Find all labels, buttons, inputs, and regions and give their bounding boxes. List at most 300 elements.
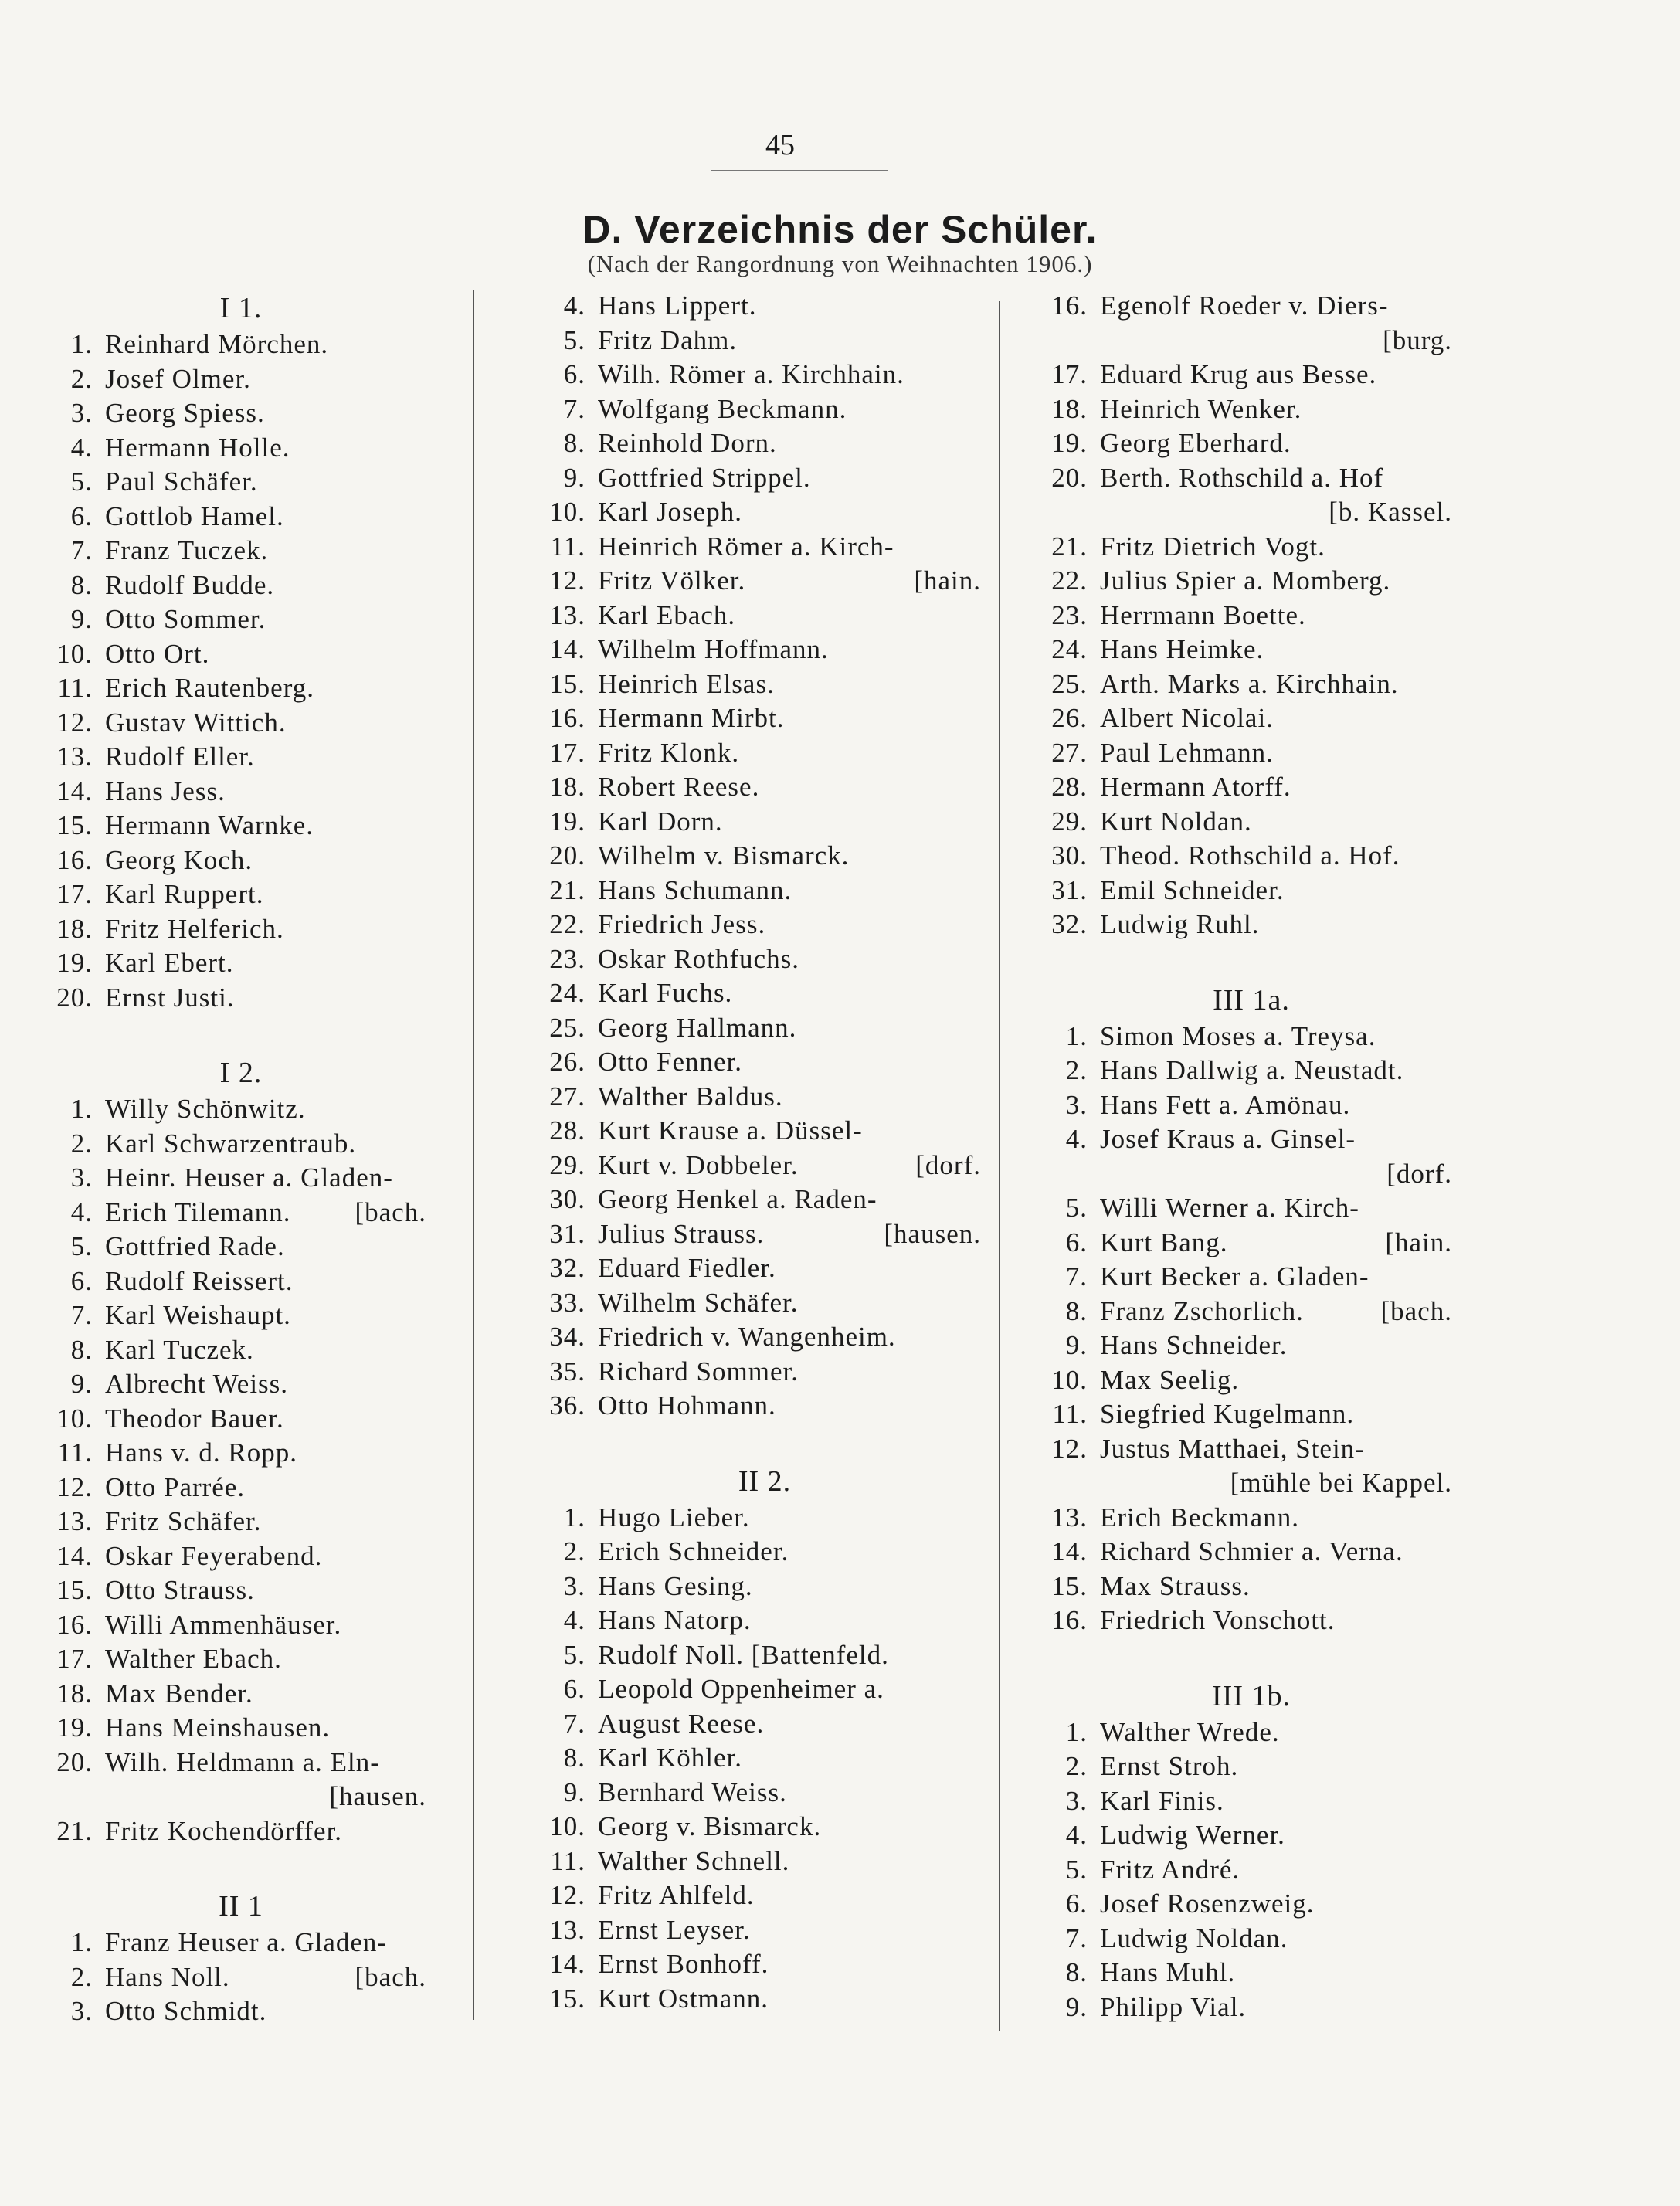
student-entry xyxy=(525,1080,1004,1115)
rank-number: 2. xyxy=(1065,1055,1088,1085)
student-entry xyxy=(525,736,1004,771)
student-name: Hans Schumann. xyxy=(598,874,792,905)
class-heading: III 1a. xyxy=(1213,983,1290,1016)
column-2 xyxy=(525,289,1004,2016)
page-number: 45 xyxy=(765,129,795,161)
rank-number: 1. xyxy=(70,1927,93,1957)
student-name: Georg Koch. xyxy=(105,844,253,875)
rank-number: 10. xyxy=(549,1811,585,1841)
rank-number: 15. xyxy=(549,668,585,699)
rank-number: 33. xyxy=(549,1287,585,1318)
student-entry xyxy=(525,461,1004,496)
student-name: Kurt Ostmann. xyxy=(598,1983,769,2014)
rank-number: 8. xyxy=(563,1743,585,1773)
student-entry xyxy=(32,1196,450,1230)
student-entry xyxy=(1027,633,1475,667)
student-entry xyxy=(525,1320,1004,1355)
student-entry xyxy=(32,843,450,878)
student-name: Ludwig Werner. xyxy=(1100,1820,1285,1850)
student-entry xyxy=(525,599,1004,633)
student-name: Erich Beckmann. xyxy=(1100,1502,1299,1532)
student-entry xyxy=(525,324,1004,358)
rank-number: 29. xyxy=(1051,806,1088,837)
rank-number: 9. xyxy=(563,462,585,493)
student-name: Richard Sommer. xyxy=(598,1356,799,1386)
student-name: Karl Ruppert. xyxy=(105,879,264,909)
student-name: Wilh. Römer a. Kirchhain. xyxy=(598,359,904,389)
student-name: Ernst Justi. xyxy=(105,982,235,1013)
rank-number: 14. xyxy=(1051,1536,1088,1566)
student-name: Otto Ort. xyxy=(105,638,210,669)
rank-number: 3. xyxy=(70,1996,93,2026)
rank-number: 13. xyxy=(56,742,93,772)
student-entry xyxy=(32,396,450,431)
student-name: Walther Wrede. xyxy=(1100,1716,1280,1747)
student-entry xyxy=(525,1672,1004,1707)
rank-number: 6. xyxy=(563,359,585,389)
rank-number: 9. xyxy=(563,1777,585,1807)
student-name: Ludwig Ruhl. xyxy=(1100,909,1260,939)
student-entry xyxy=(32,1814,450,1849)
student-entry xyxy=(32,1161,450,1196)
student-entry xyxy=(32,1333,450,1368)
student-entry xyxy=(1027,1054,1475,1088)
student-name: Hans Lippert. xyxy=(598,290,757,321)
student-entry xyxy=(32,775,450,809)
rank-number: 27. xyxy=(549,1081,585,1111)
student-entry xyxy=(32,1402,450,1437)
rank-number: 13. xyxy=(549,599,585,630)
student-name: Kurt Noldan. xyxy=(1100,806,1252,837)
rank-number: 17. xyxy=(56,879,93,909)
student-entry xyxy=(525,908,1004,942)
student-entry xyxy=(32,671,450,706)
student-entry xyxy=(1027,1329,1475,1363)
student-entry xyxy=(1027,1750,1475,1784)
student-name: Justus Matthaei, Stein- xyxy=(1100,1433,1365,1464)
student-name: Franz Zschorlich. xyxy=(1100,1295,1304,1326)
student-entry xyxy=(1027,1226,1475,1261)
rank-number: 20. xyxy=(1051,462,1088,493)
student-entry xyxy=(1027,1604,1475,1638)
student-name: Georg Hallmann. xyxy=(598,1012,797,1043)
student-name: Fritz Schäfer. xyxy=(105,1506,262,1536)
student-name: Georg v. Bismarck. xyxy=(598,1811,822,1841)
student-entry xyxy=(525,874,1004,908)
student-name: Hermann Warnke. xyxy=(105,810,314,840)
student-name: Karl Joseph. xyxy=(598,497,742,527)
student-name: Hans Noll. xyxy=(105,1961,230,1992)
rank-number: 36. xyxy=(549,1390,585,1420)
student-entry xyxy=(525,1389,1004,1424)
student-name: Berth. Rothschild a. Hof xyxy=(1100,462,1384,493)
rank-number: 12. xyxy=(56,1471,93,1502)
student-entry xyxy=(1027,770,1475,805)
student-entry xyxy=(525,942,1004,977)
student-name: Kurt v. Dobbeler. xyxy=(598,1149,799,1180)
rank-number: 7. xyxy=(1065,1261,1088,1291)
student-entry xyxy=(32,1505,450,1539)
student-name: Hans Muhl. xyxy=(1100,1957,1236,1987)
rank-number: 6. xyxy=(70,501,93,531)
hyphen-continuation: [bach. xyxy=(355,1196,426,1227)
continuation-line: [mühle bei Kappel. xyxy=(1230,1468,1452,1498)
rank-number: 17. xyxy=(549,737,585,768)
rank-number: 13. xyxy=(56,1506,93,1536)
student-name: Philipp Vial. xyxy=(1100,1991,1247,2022)
student-entry xyxy=(1027,1853,1475,1888)
rank-number: 12. xyxy=(549,1880,585,1910)
student-name: Hans Gesing. xyxy=(598,1570,753,1601)
student-entry xyxy=(1027,1363,1475,1398)
student-entry xyxy=(1027,1535,1475,1570)
student-entry xyxy=(525,1501,1004,1536)
hyphen-continuation: [bach. xyxy=(1380,1295,1452,1326)
rank-number: 30. xyxy=(1051,840,1088,871)
rank-number: 14. xyxy=(549,634,585,664)
student-name: Ernst Bonhoff. xyxy=(598,1949,769,1979)
student-name: Josef Rosenzweig. xyxy=(1100,1889,1315,1919)
student-entry xyxy=(1027,874,1475,908)
student-entry xyxy=(525,1638,1004,1673)
rank-number: 15. xyxy=(56,810,93,840)
rank-number: 15. xyxy=(1051,1570,1088,1601)
rank-number: 3. xyxy=(563,1570,585,1601)
rank-number: 7. xyxy=(1065,1923,1088,1953)
student-entry xyxy=(1027,461,1475,496)
rank-number: 1. xyxy=(70,329,93,359)
rank-number: 32. xyxy=(549,1253,585,1283)
rank-number: 14. xyxy=(549,1949,585,1979)
student-entry xyxy=(32,568,450,603)
student-name: Fritz André. xyxy=(1100,1854,1240,1885)
rank-number: 7. xyxy=(563,393,585,424)
student-entry xyxy=(32,1677,450,1712)
rank-number: 6. xyxy=(1065,1889,1088,1919)
student-entry xyxy=(525,358,1004,392)
student-name: Franz Tuczek. xyxy=(105,535,269,565)
rank-number: 17. xyxy=(56,1644,93,1674)
continuation-line: [b. Kassel. xyxy=(1329,497,1452,527)
rank-number: 24. xyxy=(1051,634,1088,664)
student-name: Fritz Ahlfeld. xyxy=(598,1880,755,1910)
rank-number: 15. xyxy=(549,1983,585,2014)
rank-number: 20. xyxy=(56,982,93,1013)
rank-number: 23. xyxy=(549,943,585,974)
student-entry xyxy=(525,289,1004,324)
student-entry xyxy=(525,1776,1004,1811)
student-entry xyxy=(525,1741,1004,1776)
student-name: Fritz Völker. xyxy=(598,565,746,596)
student-entry xyxy=(32,500,450,535)
student-entry xyxy=(1027,1570,1475,1604)
rank-number: 21. xyxy=(549,874,585,905)
rank-number: 10. xyxy=(549,497,585,527)
student-entry xyxy=(1027,805,1475,840)
student-name: Max Bender. xyxy=(105,1678,253,1709)
rank-number: 26. xyxy=(1051,703,1088,733)
page-number-rule xyxy=(711,170,888,171)
student-name: Rudolf Noll. [Battenfeld. xyxy=(598,1639,889,1670)
student-name: Karl Ebach. xyxy=(598,599,736,630)
student-entry xyxy=(32,1608,450,1643)
student-entry xyxy=(525,495,1004,530)
page-subtitle: (Nach der Rangordnung von Weihnachten 1906.) xyxy=(587,250,1093,277)
rank-number: 4. xyxy=(563,1605,585,1635)
rank-number: 9. xyxy=(1065,1991,1088,2022)
student-entry xyxy=(525,770,1004,805)
rank-number: 2. xyxy=(70,363,93,394)
student-entry xyxy=(1027,1716,1475,1750)
student-entry xyxy=(525,976,1004,1011)
student-name: Ernst Stroh. xyxy=(1100,1751,1239,1781)
rank-number: 18. xyxy=(56,913,93,944)
rank-number: 13. xyxy=(1051,1502,1088,1532)
student-entry xyxy=(32,1092,450,1127)
rank-number: 2. xyxy=(563,1536,585,1566)
student-entry xyxy=(32,981,450,1016)
student-name: Karl Schwarzentraub. xyxy=(105,1128,357,1159)
rank-number: 5. xyxy=(70,467,93,497)
student-name: Kurt Becker a. Gladen- xyxy=(1100,1261,1369,1291)
student-name: Josef Olmer. xyxy=(105,363,251,394)
student-name: Heinrich Römer a. Kirch- xyxy=(598,531,894,562)
student-name: Walther Baldus. xyxy=(598,1081,783,1111)
student-entry xyxy=(1027,358,1475,392)
student-name: Heinr. Heuser a. Gladen- xyxy=(105,1162,393,1193)
student-name: Georg Spiess. xyxy=(105,398,265,428)
rank-number: 4. xyxy=(70,1196,93,1227)
student-entry xyxy=(525,1570,1004,1604)
rank-number: 9. xyxy=(70,604,93,634)
rank-number: 14. xyxy=(56,775,93,806)
page-title: D. Verzeichnis der Schüler. xyxy=(582,208,1098,251)
rank-number: 10. xyxy=(1051,1364,1088,1395)
student-name: Wilh. Heldmann a. Eln- xyxy=(105,1746,380,1777)
student-name: Paul Schäfer. xyxy=(105,467,258,497)
rank-number: 22. xyxy=(1051,565,1088,596)
student-entry xyxy=(32,1711,450,1746)
student-name: Friedrich Jess. xyxy=(598,909,766,939)
student-name: Erich Tilemann. xyxy=(105,1196,291,1227)
student-entry xyxy=(1027,1784,1475,1819)
rank-number: 8. xyxy=(1065,1957,1088,1987)
student-name: Georg Henkel a. Raden- xyxy=(598,1184,877,1214)
student-name: Walther Schnell. xyxy=(598,1845,790,1876)
rank-number: 3. xyxy=(1065,1089,1088,1120)
student-entry xyxy=(1027,1956,1475,1990)
rank-number: 5. xyxy=(1065,1193,1088,1223)
rank-number: 31. xyxy=(1051,874,1088,905)
student-name: Fritz Dietrich Vogt. xyxy=(1100,531,1325,562)
student-entry xyxy=(525,1604,1004,1638)
student-name: Karl Tuczek. xyxy=(105,1334,254,1365)
continuation-line: [burg. xyxy=(1383,324,1452,355)
student-name: Fritz Klonk. xyxy=(598,737,740,768)
rank-number: 8. xyxy=(1065,1295,1088,1326)
student-name: Hans Schneider. xyxy=(1100,1330,1288,1360)
student-name: Hugo Lieber. xyxy=(598,1502,750,1532)
student-name: Theodor Bauer. xyxy=(105,1403,284,1434)
rank-number: 4. xyxy=(563,290,585,321)
rank-number: 20. xyxy=(56,1746,93,1777)
student-name: Herrmann Boette. xyxy=(1100,599,1306,630)
student-name: Willi Werner a. Kirch- xyxy=(1100,1193,1359,1223)
student-name: Fritz Helferich. xyxy=(105,913,284,944)
student-name: Gustav Wittich. xyxy=(105,707,287,738)
student-name: Siegfried Kugelmann. xyxy=(1100,1399,1355,1429)
student-entry xyxy=(525,1845,1004,1879)
rank-number: 8. xyxy=(563,428,585,458)
student-name: Max Seelig. xyxy=(1100,1364,1240,1395)
class-heading: I 1. xyxy=(219,292,263,324)
student-entry xyxy=(32,431,450,466)
student-name: Fritz Dahm. xyxy=(598,324,738,355)
student-name: Julius Spier a. Momberg. xyxy=(1100,565,1391,596)
student-name: Karl Fuchs. xyxy=(598,978,733,1008)
rank-number: 28. xyxy=(549,1115,585,1145)
rank-number: 9. xyxy=(1065,1330,1088,1360)
student-entry xyxy=(1027,1191,1475,1226)
rank-number: 19. xyxy=(56,1712,93,1743)
rank-number: 27. xyxy=(1051,737,1088,768)
rank-number: 11. xyxy=(57,673,93,703)
student-entry xyxy=(525,1045,1004,1080)
student-entry xyxy=(1027,289,1475,324)
student-entry xyxy=(1027,701,1475,736)
student-entry xyxy=(525,1913,1004,1948)
student-name: Hermann Mirbt. xyxy=(598,703,785,733)
rank-number: 7. xyxy=(563,1708,585,1739)
rank-number: 21. xyxy=(1051,531,1088,562)
continuation-line: [hausen. xyxy=(329,1781,426,1811)
section-spacer xyxy=(32,1848,450,1887)
section-spacer xyxy=(1027,1638,1475,1677)
student-entry xyxy=(32,706,450,741)
student-entry xyxy=(32,946,450,981)
student-entry xyxy=(1027,1295,1475,1329)
rank-number: 22. xyxy=(549,909,585,939)
student-entry xyxy=(32,1367,450,1402)
rank-number: 6. xyxy=(1065,1227,1088,1257)
rank-number: 6. xyxy=(563,1674,585,1704)
student-entry xyxy=(525,1810,1004,1845)
rank-number: 29. xyxy=(549,1149,585,1180)
student-name: Julius Strauss. xyxy=(598,1218,765,1249)
student-name: Willi Ammenhäuser. xyxy=(105,1609,342,1640)
student-entry xyxy=(525,1217,1004,1252)
student-entry xyxy=(32,877,450,912)
student-entry xyxy=(525,839,1004,874)
hyphen-continuation: [hausen. xyxy=(884,1218,981,1249)
student-name: Paul Lehmann. xyxy=(1100,737,1274,768)
student-name: Max Strauss. xyxy=(1100,1570,1251,1601)
student-entry xyxy=(1027,1088,1475,1123)
student-entry xyxy=(525,667,1004,702)
student-entry xyxy=(525,1286,1004,1321)
hyphen-continuation: [hain. xyxy=(1385,1227,1452,1257)
student-entry xyxy=(525,1183,1004,1217)
rank-number: 16. xyxy=(56,844,93,875)
student-entry xyxy=(1027,908,1475,942)
student-name: Richard Schmier a. Verna. xyxy=(1100,1536,1403,1566)
student-name: Eduard Krug aus Besse. xyxy=(1100,359,1377,389)
student-entry xyxy=(525,1947,1004,1982)
rank-number: 4. xyxy=(1065,1124,1088,1154)
student-name: Reinhold Dorn. xyxy=(598,428,777,458)
student-name: Hermann Holle. xyxy=(105,432,290,463)
student-entry xyxy=(1027,599,1475,633)
student-name: Friedrich Vonschott. xyxy=(1100,1605,1336,1635)
student-name: Ernst Leyser. xyxy=(598,1914,751,1945)
rank-number: 7. xyxy=(70,535,93,565)
student-entry xyxy=(525,564,1004,599)
student-name: Heinrich Wenker. xyxy=(1100,393,1302,424)
student-name: Hans Heimke. xyxy=(1100,634,1264,664)
student-entry xyxy=(525,1011,1004,1046)
student-entry xyxy=(525,1149,1004,1183)
rank-number: 8. xyxy=(70,569,93,600)
rank-number: 4. xyxy=(1065,1820,1088,1850)
student-name: Gottfried Rade. xyxy=(105,1231,285,1261)
student-name: Karl Dorn. xyxy=(598,806,723,837)
rank-number: 5. xyxy=(563,1639,585,1670)
rank-number: 15. xyxy=(56,1575,93,1605)
column-1 xyxy=(32,289,450,2029)
student-name: Oskar Feyerabend. xyxy=(105,1540,323,1571)
rank-number: 25. xyxy=(549,1012,585,1043)
rank-number: 12. xyxy=(56,707,93,738)
rank-number: 23. xyxy=(1051,599,1088,630)
rank-number: 12. xyxy=(1051,1433,1088,1464)
rank-number: 5. xyxy=(563,324,585,355)
rank-number: 21. xyxy=(56,1815,93,1846)
hyphen-continuation: [bach. xyxy=(355,1961,426,1992)
student-entry xyxy=(32,1926,450,1960)
student-entry xyxy=(32,328,450,362)
rank-number: 28. xyxy=(1051,772,1088,802)
rank-number: 8. xyxy=(70,1334,93,1365)
student-name: Rudolf Reissert. xyxy=(105,1265,294,1296)
class-heading: II 2. xyxy=(738,1464,792,1498)
student-entry xyxy=(32,1573,450,1608)
student-entry xyxy=(1027,530,1475,565)
rank-number: 10. xyxy=(56,1403,93,1434)
student-name: Eduard Fiedler. xyxy=(598,1253,776,1283)
rank-number: 1. xyxy=(70,1094,93,1124)
section-spacer xyxy=(1027,942,1475,981)
student-name: Emil Schneider. xyxy=(1100,874,1285,905)
student-entry xyxy=(32,1746,450,1780)
student-entry xyxy=(32,534,450,568)
continuation-line: [dorf. xyxy=(1386,1158,1452,1189)
student-name: Hans Meinshausen. xyxy=(105,1712,331,1743)
student-entry xyxy=(1027,1260,1475,1295)
rank-number: 24. xyxy=(549,978,585,1008)
rank-number: 19. xyxy=(1051,428,1088,458)
student-name: Kurt Krause a. Düssel- xyxy=(598,1115,863,1145)
student-entry xyxy=(32,1471,450,1505)
student-name: Simon Moses a. Treysa. xyxy=(1100,1020,1376,1051)
student-entry xyxy=(1027,1922,1475,1957)
rank-number: 12. xyxy=(549,565,585,596)
rank-number: 19. xyxy=(549,806,585,837)
student-name: Albrecht Weiss. xyxy=(105,1369,289,1399)
rank-number: 18. xyxy=(56,1678,93,1709)
rank-number: 3. xyxy=(70,398,93,428)
student-entry xyxy=(32,362,450,397)
rank-number: 26. xyxy=(549,1047,585,1077)
